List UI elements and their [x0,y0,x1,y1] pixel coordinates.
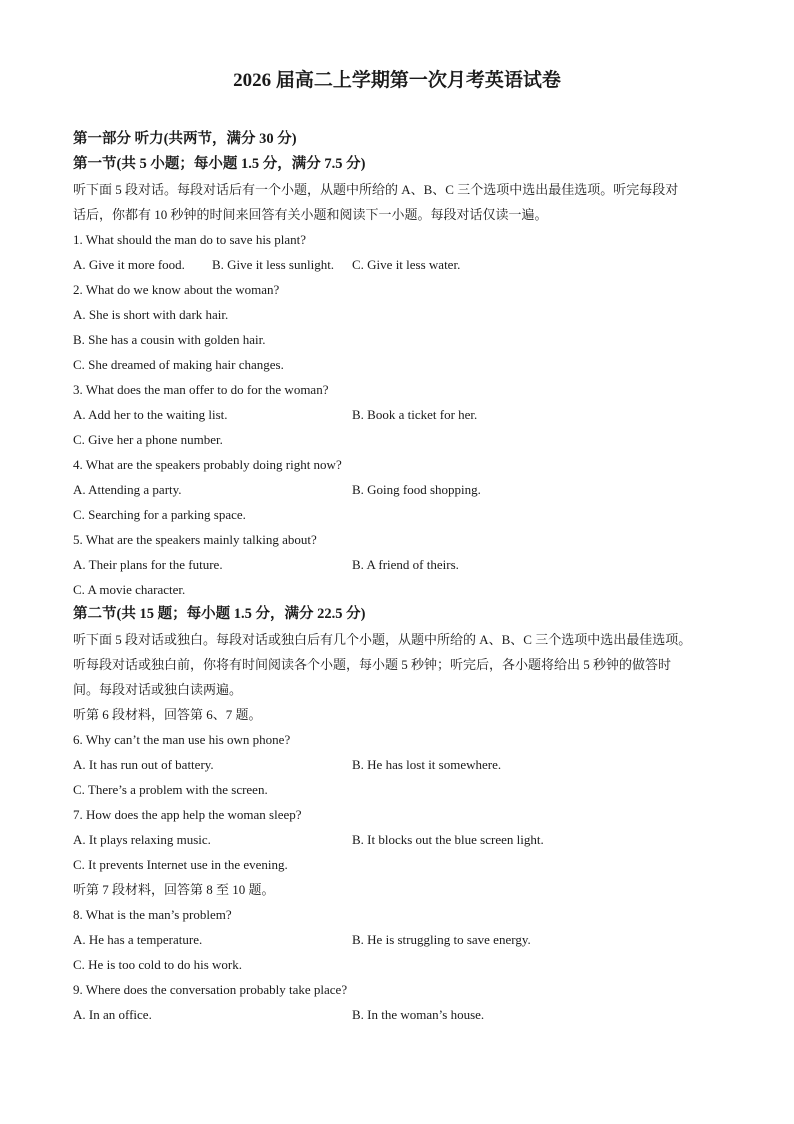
option-b: B. It blocks out the blue screen light. [352,832,544,847]
section2-instruction-line: 听每段对话或独白前，你将有时间阅读各个小题，每小题 5 秒钟；听完后，各小题将给出 5 秒钟的做答时 [73,657,672,672]
option-a: A. Add her to the waiting list. [73,407,228,422]
option-a: A. She is short with dark hair. [73,307,229,322]
option-a: A. It has run out of battery. [73,757,214,772]
option-b: B. She has a cousin with golden hair. [73,332,266,347]
option-c: C. Searching for a parking space. [73,507,246,522]
section1-instruction-line: 话后，你都有 10 秒钟的时间来回答有关小题和阅读下一小题。每段对话仅读一遍。 [73,207,548,222]
exam-title: 2026 届高二上学期第一次月考英语试卷 [233,70,561,91]
question-9: 9. Where does the conversation probably take place? [73,982,348,997]
option-c: C. He is too cold to do his work. [73,957,242,972]
option-b: B. A friend of theirs. [352,557,459,572]
option-c: C. A movie character. [73,582,186,597]
section2-instruction-line: 听下面 5 段对话或独白。每段对话或独白后有几个小题，从题中所给的 A、B、C 三个选项中选出最佳选项。 [73,632,692,647]
option-a: A. In an office. [73,1007,152,1022]
option-c: C. She dreamed of making hair changes. [73,357,284,372]
question-6: 6. Why can’t the man use his own phone? [73,732,291,747]
section2-heading: 第二节(共 15 题；每小题 1.5 分，满分 22.5 分) [73,606,366,622]
section1-instruction-line: 听下面 5 段对话。每段对话后有一个小题，从题中所给的 A、B、C 三个选项中选出最佳选项。听完每段对 [73,182,679,197]
option-b: B. Book a ticket for her. [352,407,478,422]
section1-heading: 第一节(共 5 小题；每小题 1.5 分，满分 7.5 分) [73,156,366,172]
option-a: A. It plays relaxing music. [73,832,211,847]
option-b: B. In the woman’s house. [352,1007,485,1022]
question-7: 7. How does the app help the woman sleep? [73,807,302,822]
option-a: A. Attending a party. [73,482,182,497]
question-1: 1. What should the man do to save his plant? [73,232,306,247]
material-6-note: 听第 6 段材料，回答第 6、7 题。 [73,707,262,722]
part1-heading: 第一部分 听力(共两节，满分 30 分) [73,131,297,147]
option-b: B. He has lost it somewhere. [352,757,502,772]
section2-instruction-line: 间。每段对话或独白读两遍。 [73,682,243,697]
option-a: A. Give it more food. [73,257,185,272]
option-c: C. There’s a problem with the screen. [73,782,268,797]
question-2: 2. What do we know about the woman? [73,282,280,297]
option-a: A. Their plans for the future. [73,557,223,572]
option-c: C. It prevents Internet use in the evening. [73,857,288,872]
option-b: B. Give it less sunlight. [212,257,335,272]
option-a: A. He has a temperature. [73,932,203,947]
material-7-note: 听第 7 段材料，回答第 8 至 10 题。 [73,882,275,897]
option-c: C. Give her a phone number. [73,432,223,447]
question-5: 5. What are the speakers mainly talking about? [73,532,317,547]
question-3: 3. What does the man offer to do for the woman? [73,382,329,397]
option-b: B. He is struggling to save energy. [352,932,531,947]
option-c: C. Give it less water. [352,257,461,272]
question-4: 4. What are the speakers probably doing right now? [73,457,342,472]
option-b: B. Going food shopping. [352,482,481,497]
question-8: 8. What is the man’s problem? [73,907,232,922]
